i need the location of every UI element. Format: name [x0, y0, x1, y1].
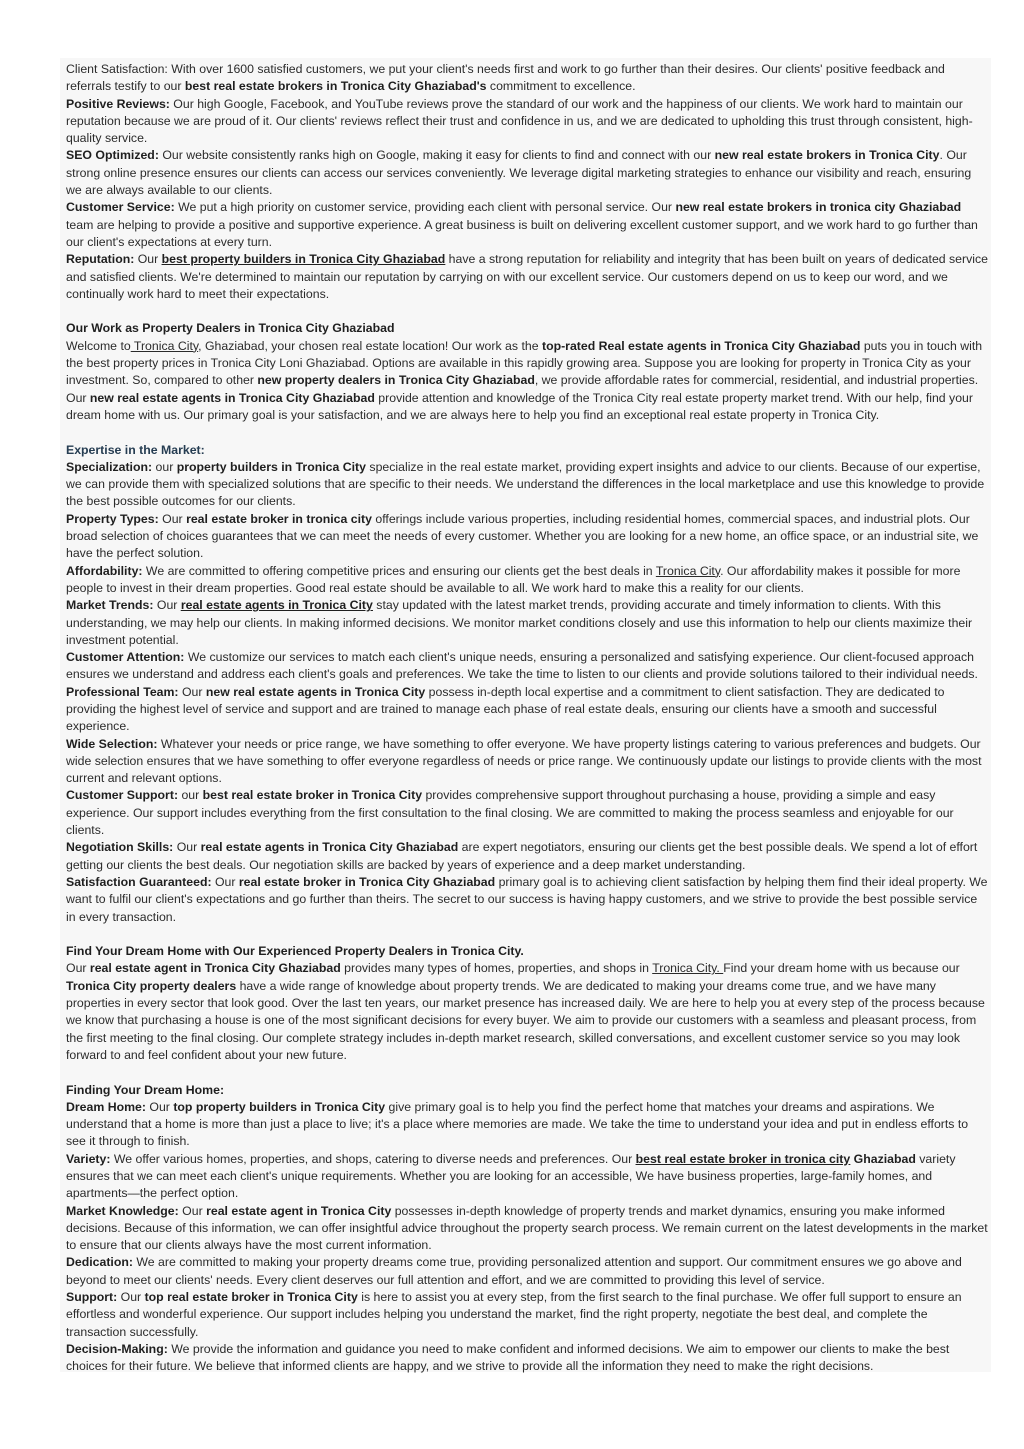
bold-keyword: Ghaziabad	[850, 1151, 916, 1166]
link-tronica-city[interactable]: Tronica City.	[652, 961, 724, 976]
text: Find your dream home with us because our	[723, 961, 960, 976]
paragraph-client-satisfaction	[66, 61, 990, 96]
text: provides many types of homes, properties, and shops in	[340, 961, 653, 976]
text: . Our strong online presence ensures our clients can access our services conveniently. We leverage digital marketing strategies to enhance our visibility and reach, ensuring we are always available to our clients.	[66, 148, 972, 198]
link-text: best property builders in Tronica City Ghaziabad	[161, 252, 446, 267]
paragraph-market-knowledge	[66, 1203, 990, 1255]
paragraph-customer-service	[66, 199, 990, 251]
link-tronica-city[interactable]: Tronica City	[655, 563, 721, 578]
paragraph-negotiation-skills	[66, 839, 990, 874]
text: Welcome to	[66, 338, 131, 353]
item-label: Variety:	[66, 1151, 111, 1166]
text: Our	[158, 511, 187, 526]
bold-keyword: best real estate broker in Tronica City	[202, 788, 423, 803]
item-label: Dedication:	[66, 1255, 133, 1270]
paragraph-welcome	[66, 338, 990, 424]
link-text: real estate agents in Tronica City	[180, 598, 373, 613]
item-label: Market Knowledge:	[66, 1203, 179, 1218]
paragraph-wide-selection	[66, 736, 990, 788]
text: Our	[178, 684, 206, 699]
bold-keyword: best real estate brokers in Tronica City Ghaziabad's	[184, 79, 487, 94]
text: We customize our services to match each client's unique needs, ensuring a personalized and satisfying experience. Our client-focused approach ensures we understand and address each client's goals and preferences. We take the time to listen to our clients and provide solutions tailored to their individual needs.	[66, 650, 978, 682]
text: Whatever your needs or price range, we have something to offer everyone. We have property listings catering to various preferences and budgets. Our wide selection ensures that we have something to offer everyone regardless of needs or price range. We continuously update our listings to provide clients with the most current and relevant options.	[66, 736, 982, 786]
item-label: SEO Optimized:	[66, 148, 159, 163]
paragraph-seo-optimized	[66, 147, 990, 199]
item-label: Decision-Making:	[66, 1341, 168, 1356]
text: our	[178, 788, 203, 803]
text: offerings include various properties, including residential homes, commercial spaces, and industrial plots. Our broad selection of choices guarantees that we can meet the needs of every customer. Whether you are looking for a new home, an office space, or an industrial site, we have the perfect solution.	[66, 511, 979, 561]
spacer	[66, 1064, 991, 1081]
paragraph-variety	[66, 1151, 990, 1203]
paragraph-dream-home	[66, 1099, 990, 1151]
bold-keyword: property builders in Tronica City	[176, 459, 366, 474]
bold-keyword: Tronica City property dealers	[66, 978, 237, 993]
text: We provide the information and guidance you need to make confident and informed decisions. We aim to empower our clients to make the best choices for their future. We believe that informed clients are happy, and we strive to provide all the information they need to make the right decisions.	[66, 1341, 950, 1374]
item-label: Affordability:	[66, 563, 143, 578]
bold-keyword: real estate agent in Tronica City	[206, 1203, 392, 1218]
text: Our	[134, 252, 162, 267]
item-label: Positive Reviews:	[66, 96, 170, 111]
text: specialize in the real estate market, providing expert insights and advice to our clients. Because of our expertise, we can provide them with specialized solutions that are specific to their needs. We understand the differences in the local marketplace and use this knowledge to provide the best possible outcomes for our clients.	[66, 459, 985, 509]
item-label: Customer Attention:	[66, 650, 185, 665]
text: We offer various homes, properties, and shops, catering to diverse needs and preferences. Our	[110, 1151, 636, 1166]
text: Our	[173, 840, 201, 855]
text: stay updated with the latest market trends, providing accurate and timely information to clients. With this understanding, we may help our clients. In making informed decisions. We monitor market conditions closely and use this information to help our clients maximize their investment potential.	[66, 598, 973, 647]
text: provides comprehensive support throughout purchasing a house, providing a simple and easy experience. Our support includes everything from the first consultation to the final closing. We are committed to making the process seamless and enjoyable for our clients.	[66, 788, 954, 838]
bold-keyword: new real estate brokers in Tronica City	[714, 148, 940, 163]
item-label: Negotiation Skills:	[66, 840, 174, 855]
paragraph-customer-support	[66, 787, 990, 839]
heading-find-dream-home: Find Your Dream Home with Our Experienced Property Dealers in Tronica City.	[66, 944, 524, 959]
bold-keyword: real estate broker in Tronica City Ghaziabad	[238, 874, 496, 889]
paragraph-find-dream-home	[66, 960, 990, 1064]
paragraph-support	[66, 1289, 990, 1341]
text: Our	[66, 961, 90, 976]
paragraph-market-trends	[66, 597, 990, 649]
text: have a wide range of knowledge about property trends. We are dedicated to making your dreams come true, and we have many properties in every sector that look good. Over the last ten years, our market presence has increased daily. We are here to help you at every step of the process because we know that purchasing a house is one of the most significant decisions for every buyer. We aim to provide our customers with a seamless and pleasant process, from the first meeting to the final closing. Our complete strategy includes in-depth market research, skilled conversations, and excellent customer service so you may look forward to and feel confident about your new future.	[66, 978, 985, 1062]
item-label: Customer Support:	[66, 788, 179, 803]
heading-our-work: Our Work as Property Dealers in Tronica City Ghaziabad	[66, 321, 395, 336]
link-text: best real estate broker in tronica city	[635, 1151, 851, 1166]
link-tronica-city[interactable]: Tronica City	[130, 338, 199, 353]
bold-keyword: top property builders in Tronica City	[173, 1099, 386, 1114]
item-label: Professional Team:	[66, 684, 179, 699]
text: team are helping to provide a positive and supportive experience. A great business is built on delivering excellent customer support, and we work hard to go further than our client's expectations at every turn.	[66, 217, 978, 249]
text: We are committed to offering competitive prices and ensuring our clients get the best deals in	[142, 563, 656, 578]
link-best-real-estate-broker[interactable]	[636, 1152, 851, 1166]
text: are expert negotiators, ensuring our clients get the best possible deals. We spend a lot of effort getting our clients the best deals. Our negotiation skills are backed by years of experience and a deep market understanding.	[66, 840, 978, 872]
text: give primary goal is to help you find the perfect home that matches your dreams and aspirations. We understand that a home is more than just a place to live; it's a place where memories are made. We take the time to understand your idea and put in endless efforts to see it through to finish.	[66, 1099, 969, 1149]
spacer	[66, 303, 991, 320]
bold-keyword: real estate agents in Tronica City Ghaziabad	[200, 840, 459, 855]
bold-keyword: top real estate broker in Tronica City	[144, 1290, 358, 1305]
item-label: Wide Selection:	[66, 736, 158, 751]
text: , we provide affordable rates for commercial, residential, and industrial properties. Our	[66, 373, 979, 405]
item-label: Support:	[66, 1290, 118, 1305]
text: We are committed to making your property dreams come true, providing personalized attention and support. Our commitment ensures we go above and beyond to meet our clients' needs. Every client deserves our full attention and effort, and we are committed to providing this level of service.	[66, 1255, 962, 1287]
text: Our	[153, 598, 181, 613]
link-best-property-builders[interactable]	[162, 252, 446, 266]
bold-keyword: new real estate agents in Tronica City	[205, 684, 426, 699]
text: puts you in touch with the best property prices in Tronica City Loni Ghaziabad. Options are available in this rapidly growing area. Suppose you are looking for property in Tronica City as your investment. So, compared to other	[66, 338, 983, 388]
text: We put a high priority on customer service, providing each client with personal service. Our	[174, 200, 676, 215]
paragraph-affordability	[66, 563, 990, 598]
text: our	[152, 459, 177, 474]
document-page	[60, 58, 991, 1372]
bold-keyword: new real estate brokers in tronica city Ghaziabad	[675, 200, 962, 215]
text: commitment to excellence.	[486, 79, 636, 94]
text: primary goal is to achieving client satisfaction by helping them find their ideal property. We want to fulfil our client's expectations and go further than theirs. The secret to our success is having happy customers, and we strive to provide the best possible service in every transaction.	[66, 874, 988, 924]
text: variety ensures that we can meet each client's unique requirements. Whether you are looking for an accessible, We have business properties, large-family homes, and apartments—the perfect option.	[66, 1151, 956, 1201]
paragraph-positive-reviews	[66, 96, 990, 148]
text: Our website consistently ranks high on Google, making it easy for clients to find and connect with our	[158, 148, 715, 163]
paragraph-satisfaction-guaranteed	[66, 874, 990, 926]
bold-keyword: top-rated Real estate agents in Tronica City Ghaziabad	[541, 338, 861, 353]
paragraph-specialization	[66, 459, 990, 511]
text: Our high Google, Facebook, and YouTube reviews prove the standard of our work and the happiness of our clients. We work hard to maintain our reputation because we are proud of it. Our clients' reviews reflect their trust and confidence in us, and we are dedicated to upholding this trust through consistent, high-quality service.	[66, 96, 973, 146]
paragraph-reputation	[66, 251, 990, 303]
bold-keyword: real estate agent in Tronica City Ghaziabad	[89, 961, 341, 976]
text: is here to assist you at every step, from the first search to the final purchase. We offer full support to ensure an effortless and wonderful experience. Our support includes helping you understand the market, find the right property, negotiate the best deal, and complete the transaction successfully.	[66, 1290, 962, 1339]
text: Our	[145, 1099, 174, 1114]
item-label: Customer Service:	[66, 200, 175, 215]
paragraph-decision-making	[66, 1341, 990, 1376]
item-label: Specialization:	[66, 459, 153, 474]
bold-keyword: new property dealers in Tronica City Ghaziabad	[257, 373, 535, 388]
item-label: Reputation:	[66, 252, 135, 267]
text: Our	[117, 1290, 145, 1305]
item-label: Property Types:	[66, 511, 159, 526]
heading-expertise: Expertise in the Market:	[66, 442, 205, 457]
heading-finding-dream-home: Finding Your Dream Home:	[66, 1082, 225, 1097]
text: Client Satisfaction: With over 1600 satisfied customers, we put your client's needs first and work to go further than their desires. Our clients' positive feedback and referrals testify to our	[66, 62, 945, 94]
text: , Ghaziabad, your chosen real estate location! Our work as the	[198, 338, 542, 353]
spacer	[66, 424, 991, 441]
paragraph-dedication	[66, 1254, 990, 1289]
paragraph-property-types	[66, 511, 990, 563]
paragraph-professional-team	[66, 684, 990, 736]
item-label: Market Trends:	[66, 598, 154, 613]
text: have a strong reputation for reliability and integrity that has been built on years of dedicated service and satisfied clients. We're determined to maintain our reputation by carrying on with our excellent service. Our customers depend on us to keep our word, and we continually work hard to meet their expectations.	[66, 252, 988, 301]
text: . Our affordability makes it possible for more people to invest in their dream properties. Good real estate should be available to all. We work hard to make this a reality for our clients.	[66, 563, 961, 595]
bold-keyword: new real estate agents in Tronica City Ghaziabad	[89, 390, 375, 405]
text: Our	[211, 874, 239, 889]
spacer	[66, 926, 991, 943]
paragraph-customer-attention	[66, 649, 990, 684]
text: Our	[178, 1203, 207, 1218]
link-real-estate-agents[interactable]	[181, 598, 373, 612]
text: possesses in-depth knowledge of property trends and market dynamics, ensuring you make informed decisions. Because of this information, we can offer insightful advice throughout the property search process. We remain current on the latest developments in the market to ensure that our clients always have the most current information.	[66, 1203, 988, 1253]
bold-keyword: real estate broker in tronica city	[186, 511, 372, 526]
text: possess in-depth local expertise and a commitment to client satisfaction. They are dedicated to providing the highest level of service and support and are trained to manage each phase of real estate deals, ensuring our clients have a smooth and successful experience.	[66, 684, 945, 734]
item-label: Dream Home:	[66, 1099, 146, 1114]
text: provide attention and knowledge of the Tronica City real estate property market trend. With our help, find your dream home with us. Our primary goal is your satisfaction, and we are always here to help you find an exceptional real estate property in Tronica City.	[66, 390, 973, 422]
item-label: Satisfaction Guaranteed:	[66, 874, 212, 889]
